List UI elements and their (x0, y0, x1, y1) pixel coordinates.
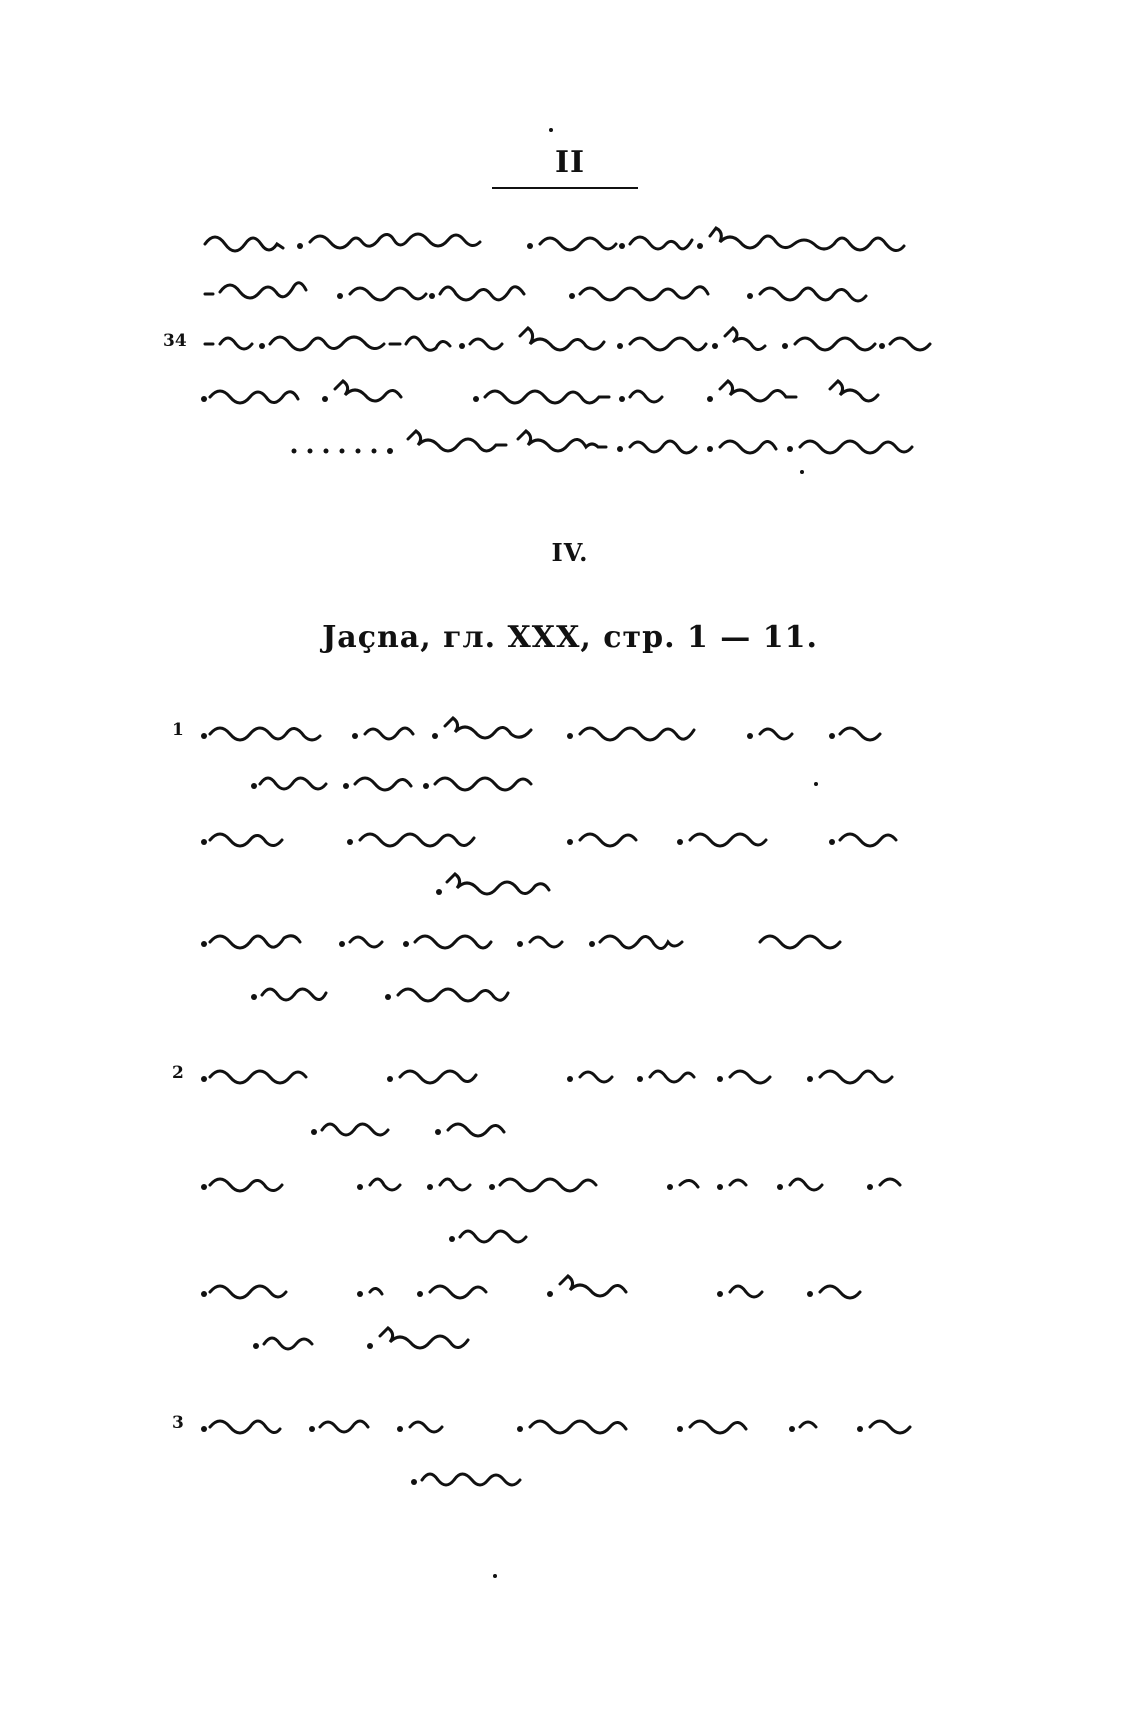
section-numeral: IV. (551, 538, 589, 567)
line-number: 34 (163, 331, 187, 351)
page-header (0, 145, 1140, 180)
script-line (446, 1215, 566, 1255)
script-line-glyphs (250, 762, 610, 802)
speck (493, 1574, 497, 1578)
script-line (200, 712, 960, 752)
verse-number: 2 (172, 1063, 184, 1083)
script-line-glyphs (200, 712, 960, 752)
script-line-glyphs (200, 272, 960, 312)
script-line-glyphs (200, 818, 960, 858)
script-line-glyphs (408, 1458, 578, 1498)
script-line (200, 375, 960, 419)
script-line-glyphs (200, 1270, 960, 1310)
script-line (248, 973, 588, 1013)
script-line-glyphs (290, 425, 970, 469)
script-line-glyphs (200, 920, 960, 964)
script-line (200, 222, 960, 262)
script-line-glyphs (200, 1163, 960, 1203)
script-line (308, 1108, 568, 1148)
script-line (200, 1405, 960, 1445)
section-title: Jaçna, гл. XXX, стр. 1 — 11. (322, 620, 818, 655)
script-line (290, 425, 970, 469)
speck (800, 470, 804, 474)
verse-number: 1 (172, 720, 184, 740)
script-line-glyphs (250, 1322, 570, 1362)
script-line (408, 1458, 578, 1498)
script-line (200, 920, 960, 964)
script-line-glyphs (248, 973, 588, 1013)
script-line-glyphs (200, 322, 960, 366)
script-line (250, 762, 610, 802)
page-number: II (554, 145, 586, 180)
script-line-glyphs (200, 1405, 960, 1445)
script-line (200, 1055, 960, 1095)
script-line (200, 322, 960, 366)
script-line-glyphs (200, 1055, 960, 1095)
header-rule (492, 187, 638, 189)
script-line-glyphs (446, 1215, 566, 1255)
verse-number: 3 (172, 1413, 184, 1433)
script-line (200, 272, 960, 312)
script-line (250, 1322, 570, 1362)
script-line-glyphs (200, 375, 960, 419)
script-line (200, 1270, 960, 1310)
script-line-glyphs (435, 868, 575, 908)
speck (549, 128, 553, 132)
script-line (435, 868, 575, 908)
script-line (200, 1163, 960, 1203)
script-line (200, 818, 960, 858)
speck (814, 782, 818, 786)
script-line-glyphs (308, 1108, 568, 1148)
script-line-glyphs (200, 222, 960, 262)
